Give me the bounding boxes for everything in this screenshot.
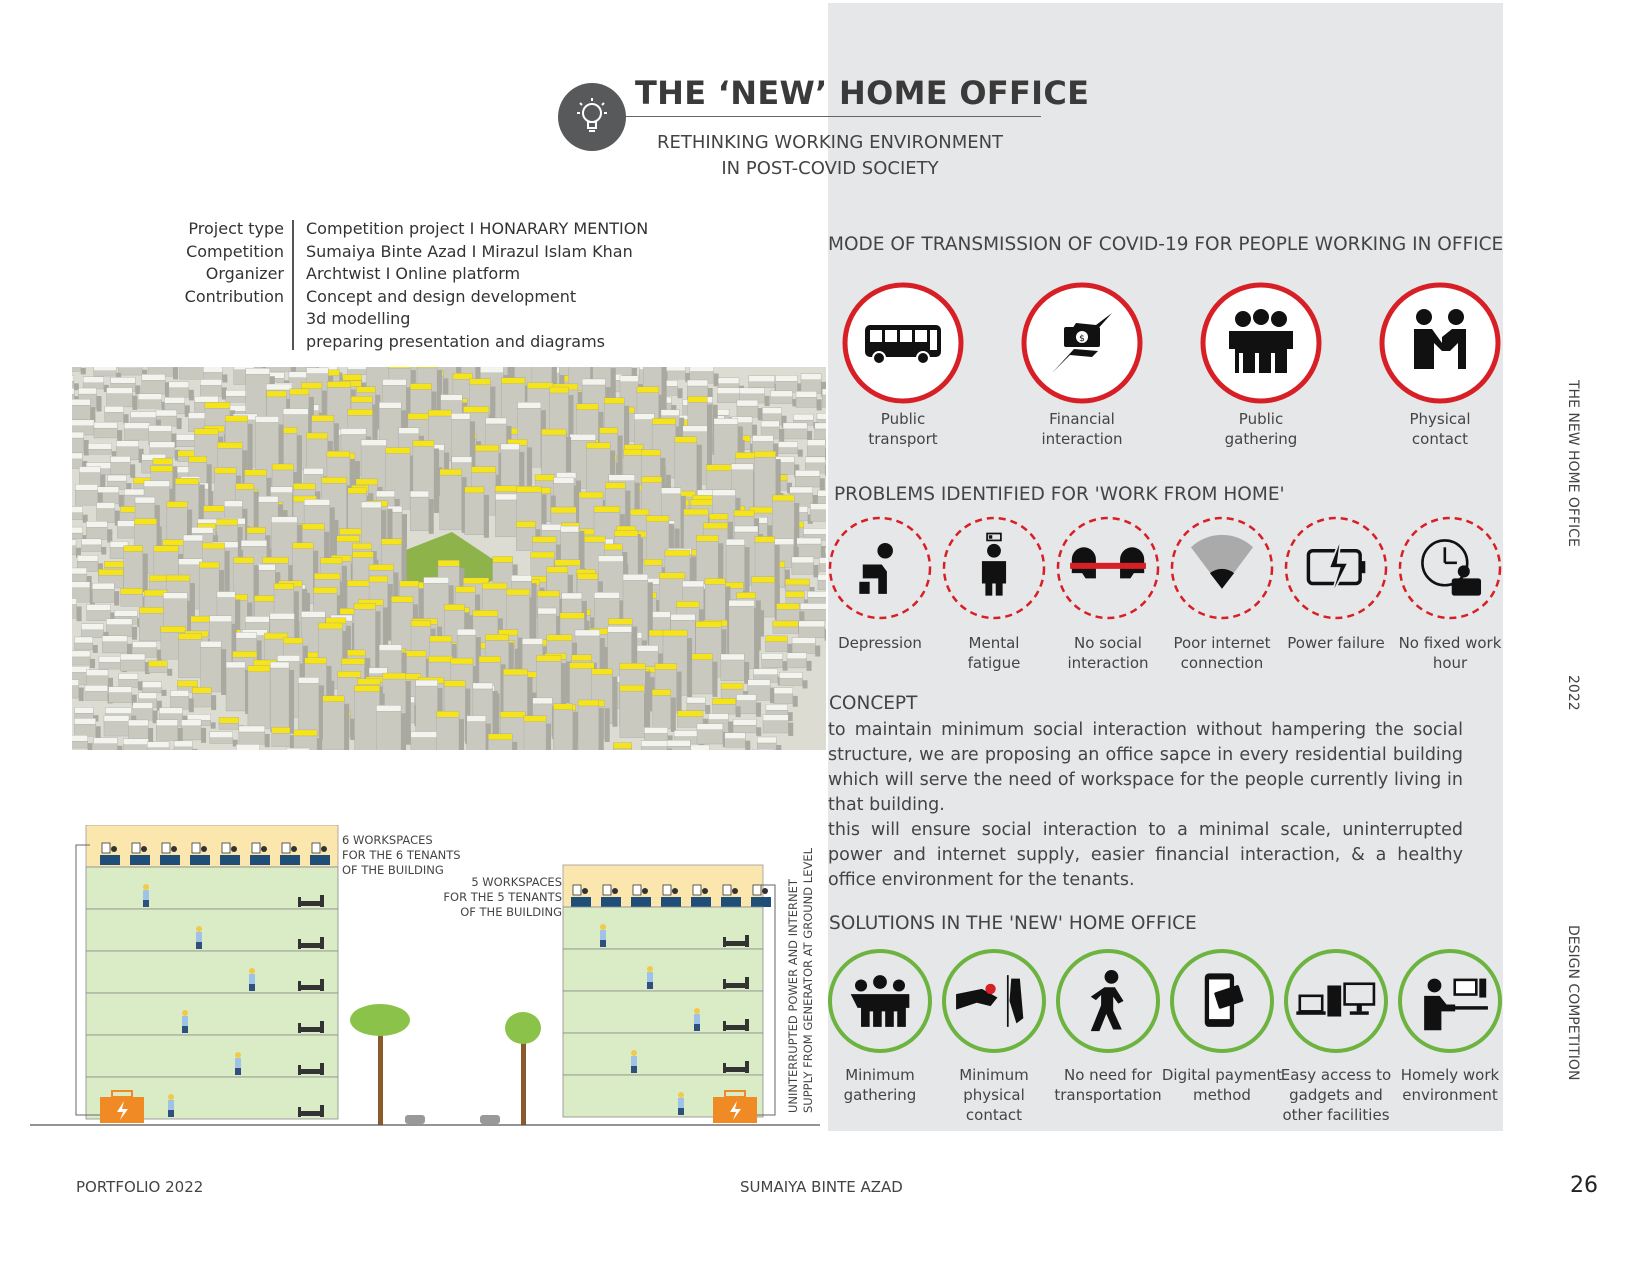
info-label: Organizer bbox=[205, 264, 284, 283]
note-line: 6 WORKSPACES bbox=[342, 833, 433, 847]
problem-item bbox=[1396, 514, 1504, 626]
label-line: gadgets and bbox=[1289, 1086, 1383, 1104]
info-value: Sumaiya Binte Azad I Mirazul Islam Khan bbox=[306, 241, 633, 261]
label-line: No need for bbox=[1063, 1066, 1153, 1084]
solution-label bbox=[815, 1065, 945, 1105]
transmission-heading: MODE OF TRANSMISSION OF COVID-19 FOR PEOPLE WORKING IN OFFICE bbox=[828, 234, 1504, 255]
footer-center: SUMAIYA BINTE AZAD bbox=[740, 1178, 903, 1196]
city-axonometric-image bbox=[72, 367, 826, 750]
money-hand-icon bbox=[1020, 281, 1144, 405]
info-divider bbox=[292, 220, 294, 350]
project-info-values bbox=[306, 218, 706, 353]
label-line: Depression bbox=[838, 634, 922, 652]
concept-heading: CONCEPT bbox=[829, 693, 918, 714]
desk-worker-icon bbox=[1396, 947, 1504, 1055]
label-line: Digital payment bbox=[1161, 1066, 1283, 1084]
transmission-item bbox=[841, 281, 965, 409]
problem-item bbox=[1168, 514, 1276, 626]
solution-item bbox=[1168, 947, 1276, 1059]
transmission-item bbox=[1199, 281, 1323, 409]
problems-heading: PROBLEMS IDENTIFIED FOR 'WORK FROM HOME' bbox=[834, 484, 1285, 505]
solution-label bbox=[929, 1065, 1059, 1125]
problem-item bbox=[1282, 514, 1390, 626]
concept-paragraph-2: this will ensure social interaction to a minimal scale, uninterrupted power and internet supply, easier financial interaction, & a healthy office environment for the tenants. bbox=[828, 820, 1463, 890]
info-value: 3d modelling bbox=[306, 309, 411, 328]
title-underline bbox=[626, 116, 1041, 117]
label-line: Poor internet bbox=[1173, 634, 1271, 652]
page-subtitle bbox=[640, 130, 1020, 182]
label-line: Public bbox=[1238, 410, 1284, 428]
note-line: FOR THE 5 TENANTS bbox=[443, 890, 562, 904]
right-building-note bbox=[440, 875, 562, 920]
transmission-label bbox=[1017, 409, 1147, 449]
transmission-item bbox=[1020, 281, 1144, 409]
solution-label bbox=[1385, 1065, 1515, 1105]
info-label: Competition bbox=[186, 241, 284, 261]
transmission-label bbox=[1375, 409, 1505, 449]
generator-note bbox=[786, 848, 816, 1113]
label-line: No fixed work bbox=[1398, 634, 1502, 652]
problem-label bbox=[1385, 633, 1515, 673]
problem-item bbox=[1054, 514, 1162, 626]
transmission-label bbox=[1196, 409, 1326, 449]
label-line: contact bbox=[965, 1106, 1023, 1124]
problem-label bbox=[1043, 633, 1173, 673]
label-line: environment bbox=[1402, 1086, 1498, 1104]
no-handshake-icon bbox=[940, 947, 1048, 1055]
crowd-icon bbox=[1199, 281, 1323, 405]
problem-label bbox=[1157, 633, 1287, 673]
info-value: Competition project I HONARARY MENTION bbox=[306, 219, 649, 238]
computers-icon bbox=[1282, 947, 1390, 1055]
subtitle-line-2: IN POST-COVID SOCIETY bbox=[721, 158, 939, 179]
label-line: hour bbox=[1432, 654, 1468, 672]
label-line: gathering bbox=[843, 1086, 917, 1104]
concept-body bbox=[828, 718, 1463, 893]
label-line: Minimum bbox=[959, 1066, 1029, 1084]
small-group-icon bbox=[826, 947, 934, 1055]
footer-left: PORTFOLIO 2022 bbox=[76, 1178, 204, 1196]
subtitle-line-1: RETHINKING WORKING ENVIRONMENT bbox=[656, 132, 1004, 153]
solution-label bbox=[1043, 1065, 1173, 1105]
solution-item bbox=[1282, 947, 1390, 1059]
solution-item bbox=[940, 947, 1048, 1059]
label-line: No social bbox=[1074, 634, 1142, 652]
project-info-labels bbox=[150, 218, 284, 308]
side-label-year: 2022 bbox=[1565, 675, 1581, 711]
note-line: OF THE BUILDING bbox=[342, 863, 444, 877]
problem-item bbox=[940, 514, 1048, 626]
solution-item bbox=[826, 947, 934, 1059]
info-label: Contribution bbox=[184, 286, 284, 306]
note-line: FOR THE 6 TENANTS bbox=[342, 848, 461, 862]
info-value: Archtwist I Online platform bbox=[306, 264, 521, 283]
label-line: connection bbox=[1180, 654, 1264, 672]
label-line: fatigue bbox=[967, 654, 1021, 672]
side-label-category: DESIGN COMPETITION bbox=[1565, 925, 1581, 1081]
label-line: transportation bbox=[1054, 1086, 1162, 1104]
label-line: method bbox=[1193, 1086, 1251, 1104]
label-line: contact bbox=[1411, 430, 1469, 448]
battery-bolt-icon bbox=[1282, 514, 1390, 622]
svg-text:$: $ bbox=[1079, 334, 1085, 344]
label-line: Mental bbox=[968, 634, 1020, 652]
solution-item bbox=[1396, 947, 1504, 1059]
problem-label bbox=[1271, 633, 1401, 653]
label-line: transport bbox=[868, 430, 938, 448]
label-line: physical bbox=[963, 1086, 1025, 1104]
concept-paragraph-1: to maintain minimum social interaction without hampering the social structure, we are proposing an office sapce in every residential building which will serve the need of workspace for the people currently living in that building. bbox=[828, 720, 1463, 815]
note-line: 5 WORKSPACES bbox=[471, 875, 562, 889]
blindfold-faces-icon bbox=[1054, 514, 1162, 622]
problem-label bbox=[815, 633, 945, 653]
label-line: Physical bbox=[1409, 410, 1471, 428]
problem-item bbox=[826, 514, 934, 626]
phone-card-icon bbox=[1168, 947, 1276, 1055]
walking-person-icon bbox=[1054, 947, 1162, 1055]
logo-badge bbox=[558, 83, 626, 151]
low-battery-person-icon bbox=[940, 514, 1048, 622]
depression-icon bbox=[826, 514, 934, 622]
label-line: Homely work bbox=[1400, 1066, 1500, 1084]
clock-worker-icon bbox=[1396, 514, 1504, 622]
label-line: Public bbox=[880, 410, 926, 428]
note-line: SUPPLY FROM GENERATOR AT GROUND LEVEL bbox=[801, 848, 815, 1113]
label-line: gathering bbox=[1224, 430, 1298, 448]
problem-label bbox=[929, 633, 1059, 673]
info-label: Project type bbox=[188, 219, 284, 238]
info-value: preparing presentation and diagrams bbox=[306, 331, 606, 351]
page-number: 26 bbox=[1570, 1173, 1598, 1198]
page-title: THE ‘NEW’ HOME OFFICE bbox=[635, 74, 1090, 112]
label-line: interaction bbox=[1041, 430, 1123, 448]
note-line: OF THE BUILDING bbox=[460, 905, 562, 919]
label-line: Easy access to bbox=[1280, 1066, 1392, 1084]
lightbulb-icon bbox=[558, 83, 626, 151]
transmission-label bbox=[838, 409, 968, 449]
label-line: other facilities bbox=[1282, 1106, 1390, 1124]
solution-label bbox=[1157, 1065, 1287, 1105]
info-value: Concept and design development bbox=[306, 286, 577, 306]
solution-item bbox=[1054, 947, 1162, 1059]
label-line: Financial bbox=[1049, 410, 1115, 428]
transmission-item bbox=[1378, 281, 1502, 409]
solutions-heading: SOLUTIONS IN THE 'NEW' HOME OFFICE bbox=[829, 913, 1197, 934]
handshake-icon bbox=[1378, 281, 1502, 405]
side-label-title: THE NEW HOME OFFICE bbox=[1565, 380, 1581, 547]
solution-label bbox=[1271, 1065, 1401, 1125]
wifi-icon bbox=[1168, 514, 1276, 622]
label-line: interaction bbox=[1067, 654, 1149, 672]
label-line: Minimum bbox=[845, 1066, 915, 1084]
note-line: UNINTERRUPTED POWER AND INTERNET bbox=[786, 879, 800, 1113]
label-line: Power failure bbox=[1287, 634, 1385, 652]
bus-icon bbox=[841, 281, 965, 405]
left-building-note bbox=[342, 833, 461, 878]
